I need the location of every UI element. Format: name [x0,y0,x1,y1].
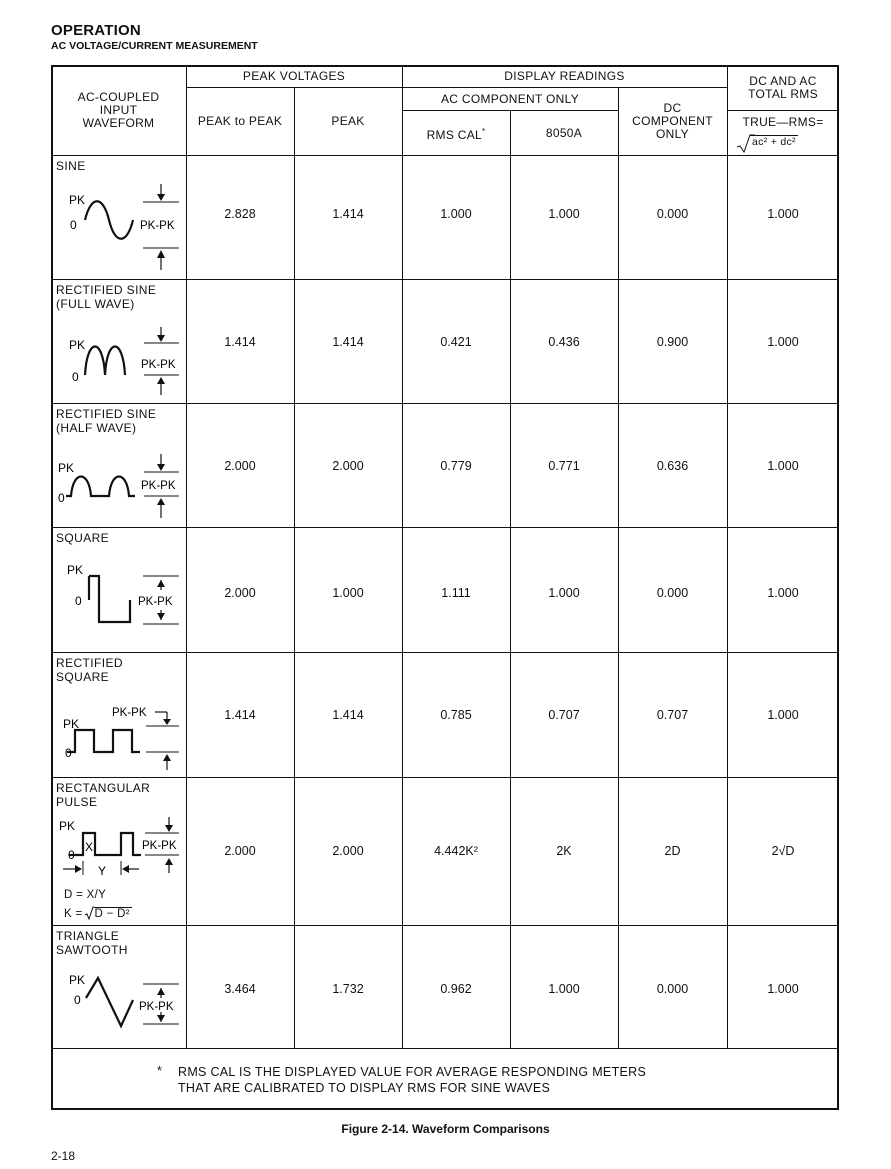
svg-text:PK-PK: PK-PK [141,359,176,371]
header-display-readings: DISPLAY READINGS [504,68,625,83]
row-label-rect-half: RECTIFIED SINE (HALF WAVE) [56,407,157,435]
rule-row-4 [51,652,839,653]
figure-caption: Figure 2-14. Waveform Comparisons [341,1122,550,1136]
rule-row-5 [51,777,839,778]
svg-text:PK: PK [69,973,86,987]
svg-text:PK: PK [69,193,86,207]
header-8050a: 8050A [545,125,583,140]
sine-waveform-diagram [55,180,185,275]
half-wave-diagram [55,450,185,525]
svg-text:PK: PK [63,717,80,731]
triangle-wave-diagram [55,970,185,1045]
svg-text:PK: PK [67,563,84,577]
cell-rms-cal: 0.785 [440,708,472,722]
svg-text:0: 0 [75,594,82,608]
cell-rms-cal: 0.421 [440,335,472,349]
cell-true-rms: 1.000 [767,207,799,221]
svg-text:PK-PK: PK-PK [139,1001,174,1013]
cell-true-rms: 1.000 [767,335,799,349]
rule-row-7 [51,1048,839,1049]
svg-text:0: 0 [70,218,77,232]
svg-text:0: 0 [65,746,72,760]
cell-peak: 2.000 [332,459,364,473]
svg-text:PK-PK: PK-PK [140,220,175,232]
svg-text:0: 0 [72,370,79,384]
section-title: OPERATION [51,22,141,39]
cell-dc: 0.000 [656,207,689,221]
cell-peak: 1.414 [332,708,364,722]
cell-true-rms: 2√D [771,844,795,858]
cell-pkpk: 2.828 [224,207,256,221]
cell-8050a: 2K [556,844,572,858]
cell-pkpk: 3.464 [224,982,256,996]
rule-row-0 [51,155,839,156]
d-formula: D = X/Y [64,889,107,901]
cell-rms-cal: 1.111 [441,586,471,600]
full-wave-diagram [55,325,185,400]
cell-peak: 1.732 [332,982,364,996]
header-total-rms: DC AND AC TOTAL RMS [748,73,818,101]
table-footnote: * RMS CAL IS THE DISPLAYED VALUE FOR AVERAGE RESPONDING METERS THAT ARE CALIBRATED TO DISPLAY RMS FOR SINE WAVES [157,1064,647,1095]
row-label-sine: SINE [56,159,86,173]
row-label-rect-pulse: RECTANGULAR PULSE [56,781,151,809]
cell-dc: 0.000 [656,586,689,600]
k-radical-icon [84,906,94,920]
subsection-title: AC VOLTAGE/CURRENT MEASUREMENT [51,40,258,52]
cell-8050a: 1.000 [548,982,580,996]
true-rms-formula: ac² + dc² [752,136,796,148]
row-label-rect-square: RECTIFIED SQUARE [56,656,123,684]
svg-text:PK: PK [69,338,86,352]
cell-true-rms: 1.000 [767,982,799,996]
rule-row-2 [51,403,839,404]
svg-text:PK-PK: PK-PK [112,707,147,719]
cell-rms-cal: 0.962 [440,982,472,996]
cell-dc: 0.707 [656,708,689,722]
rule-row-6 [51,925,839,926]
svg-text:Y: Y [98,864,107,878]
svg-text:0: 0 [68,848,75,862]
cell-peak: 1.000 [332,586,364,600]
svg-text:PK: PK [58,461,75,475]
cell-pkpk: 1.414 [224,708,256,722]
header-peak-voltages: PEAK VOLTAGES [242,68,346,83]
svg-text:0: 0 [74,993,81,1007]
cell-8050a: 0.771 [548,459,580,473]
cell-rms-cal: 1.000 [440,207,472,221]
header-input-waveform: AC-COUPLED INPUT WAVEFORM [77,89,160,130]
svg-text:0: 0 [58,491,65,505]
cell-true-rms: 1.000 [767,586,799,600]
true-rms-label: TRUE—RMS= [742,115,824,129]
cell-8050a: 1.000 [548,586,580,600]
header-peak-to-peak: PEAK to PEAK [197,114,283,128]
cell-dc: 0.900 [656,335,689,349]
header-true-rms [727,111,839,155]
svg-text:PK-PK: PK-PK [138,596,173,608]
square-wave-diagram [55,560,185,632]
cell-pkpk: 1.414 [224,335,256,349]
k-formula: K = D − D² [64,908,130,920]
row-label-square: SQUARE [56,531,110,545]
rect-square-diagram [55,700,185,775]
rule-row-1 [51,279,839,280]
cell-dc: 0.636 [656,459,689,473]
svg-text:PK-PK: PK-PK [142,840,177,852]
header-peak: PEAK [331,114,365,128]
cell-peak: 1.414 [332,207,364,221]
svg-text:X: X [85,840,94,854]
header-dc-component: DC COMPONENT ONLY [632,101,713,141]
svg-text:PK-PK: PK-PK [141,480,176,492]
cell-rms-cal: 4.442K² [434,844,478,858]
cell-pkpk: 2.000 [224,459,256,473]
cell-rms-cal: 0.779 [440,459,472,473]
cell-dc: 0.000 [656,982,689,996]
rule-row-3 [51,527,839,528]
row-label-rect-full: RECTIFIED SINE (FULL WAVE) [56,283,157,311]
cell-true-rms: 1.000 [767,708,799,722]
row-label-triangle: TRIANGLE SAWTOOTH [56,929,128,957]
cell-true-rms: 1.000 [767,459,799,473]
cell-8050a: 0.707 [548,708,580,722]
header-rms-cal: RMS CAL* [426,126,486,142]
page-number: 2-18 [51,1149,76,1163]
header-ac-component: AC COMPONENT ONLY [440,91,579,106]
cell-pkpk: 2.000 [224,586,256,600]
cell-peak: 1.414 [332,335,364,349]
cell-8050a: 1.000 [548,207,580,221]
cell-dc: 2D [664,844,681,858]
cell-8050a: 0.436 [548,335,580,349]
cell-pkpk: 2.000 [224,844,256,858]
cell-peak: 2.000 [332,844,364,858]
svg-text:PK: PK [59,819,76,833]
